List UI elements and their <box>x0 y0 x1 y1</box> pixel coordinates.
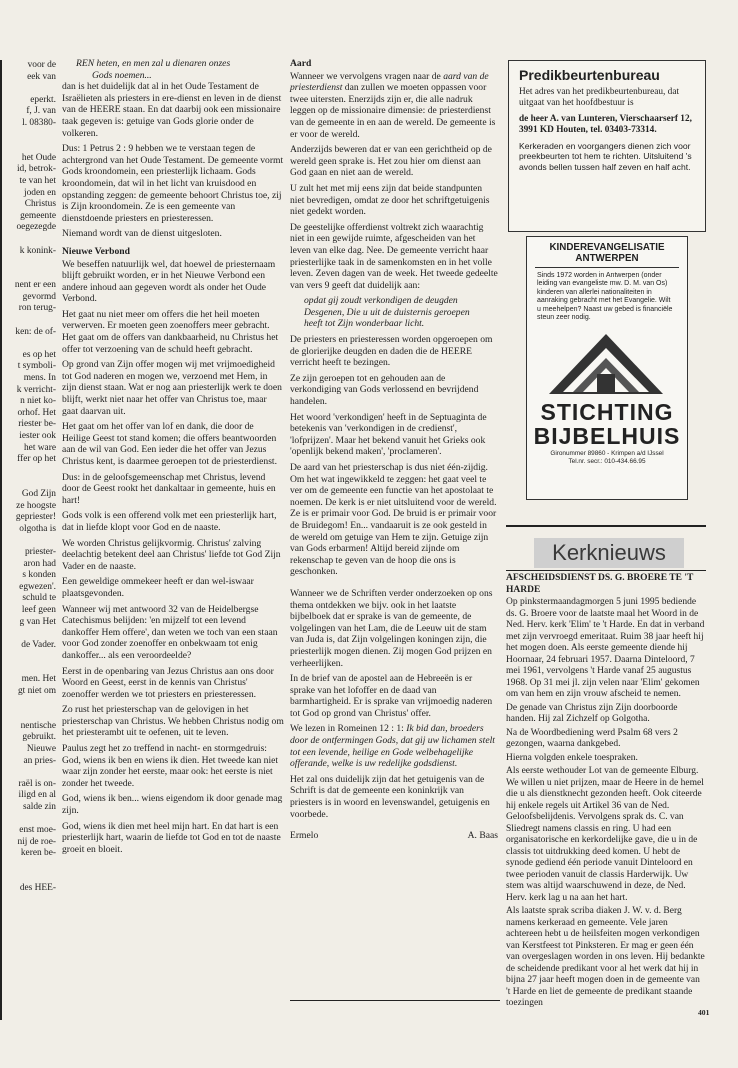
fragment-line <box>0 628 56 640</box>
paragraph: Als eerste wethouder Lot van de gemeente Elburg. We willen u niet prijzen, maar de Heere in de hemel die u als dienstknecht gezonden heeft. Ook citeerde hij enkele regels uit Artikel 36 van de Ned. Geloofsbelijdenis. Vervolgens sprak ds. C. van Sliedregt namens classis en ring. U had een organisatorische en kerkordelijke gave, die u in de classis tot uitdrukking deed komen. U hebt de synode gediend één periode vanuit Dinteloord en twee perioden vanuit de classis Harderwijk. Uw stem was altijd waarschuwend in deze, de Ned. Herv. kerk lag u na aan het hart. <box>506 766 704 903</box>
fragment-line: f, J. van <box>26 106 56 117</box>
paragraph: Gods volk is een offerend volk met een priesterlijk hart, dat in liefde klopt voor God en de naaste. <box>62 510 277 533</box>
bijbelhuis-logo <box>527 330 685 400</box>
fragment-line: nij de roe- <box>17 836 56 847</box>
fragment-line: s konden <box>22 570 56 581</box>
paragraph: Wanneer we vervolgens vragen naar de aard van de priesterdienst dan zullen we moeten oppassen voor twee uitersten. Enerzijds zijn er, die alle nadruk leggen op de missionaire dimensie: de priesterdienst van de gemeente in en aan de wereld. De gemeente is er voor de wereld. <box>290 70 496 140</box>
page-number: 401 <box>698 1008 710 1017</box>
signature-line <box>290 830 498 842</box>
closing-paragraph: Het zal ons duidelijk zijn dat het getuigenis van de Schrift is dat de gemeente een koninkrijk van priesters is in woord en levenswandel, getuigenis en voorbede. <box>290 773 490 820</box>
paragraph: We worden Christus gelijkvormig. Christus' zalving deelachtig betekent deel aan Christus' liefde tot God Zijn Vader en de naaste. <box>62 537 281 572</box>
paragraph-group <box>62 259 284 856</box>
ad-bijbelhuis: BIJBELHUIS <box>533 423 681 450</box>
fragment-line: men. Het <box>21 674 56 685</box>
paragraph: Hierna volgden enkele toespraken. <box>506 752 638 763</box>
news-heading: AFSCHEIDSDIENST DS. G. BROERE TE 'T HARDE <box>506 573 694 595</box>
fragment-line: ron terug- <box>18 303 56 314</box>
fragment-line: olgotha is <box>19 523 56 534</box>
fragment-line <box>0 83 56 95</box>
bijbelhuis-advertisement <box>526 236 688 500</box>
fragment-line <box>0 663 56 675</box>
article-column-2 <box>290 58 498 842</box>
fragment-line <box>0 234 56 246</box>
fragment-line: ffer op het <box>17 454 56 465</box>
paragraph-group <box>290 334 498 578</box>
fragment-line: des HEE- <box>19 883 56 894</box>
box-note: Kerkeraden en voorgangers dienen zich voor preekbeurten tot hem te richten. Uitsluitend 's avonds bellen tussen half zeven en half acht. <box>519 140 692 172</box>
fragment-line: l. 08380- <box>22 117 56 128</box>
fragment-line: k verricht- <box>16 384 56 395</box>
fragment-line: egwezen'. <box>19 581 56 592</box>
fragment-line: joden en <box>23 187 56 198</box>
fragment-line: gemeente <box>20 210 56 221</box>
paragraph-group <box>506 597 706 1010</box>
fragment-line: gt niet om <box>17 686 56 697</box>
paragraph: Het woord 'verkondigen' heeft in de Septuaginta de betekenis van 'verkondigen in de credienst', 'lofprijzen'. Maar het bekend vanuit het Grieks ook 'openlijk bekend maken', 'proclameren'. <box>290 411 487 458</box>
fragment-line <box>0 466 56 478</box>
fragment-line: gevormd <box>22 291 56 302</box>
fragment-line: schuld te <box>22 593 56 604</box>
fragment-line: n niet ko- <box>20 396 56 407</box>
paragraph-group <box>290 588 498 720</box>
paragraph: dan is het duidelijk dat al in het Oude Testament de Israëlieten als priesters in ere-dienst en leven in de dienst van de HEERE staan. En dat daarbij ook een missionaire taak gegeven is: getuige van Gods glorie onder de volkeren. <box>62 81 282 139</box>
ad-text: Sinds 1972 worden in Antwerpen (onder leiding van evangeliste mw. D. M. van Os) kinderen van allerlei nationaliteiten in aanraking gebracht met het Evangelie. Wilt u meehelpen? Naast uw gebed is financiële steun zeer nodig. <box>537 272 673 322</box>
paragraph: Paulus zegt het zo treffend in nacht- en stormgedruis: God, wiens ik ben en wiens ik dien. Het tweede kan niet waar zijn zonder het eerste, maar ook: het eerste is niet zonder het tweede. <box>62 743 279 789</box>
fragment-line: es op het <box>22 349 56 360</box>
fragment-line <box>0 338 56 350</box>
fragment-line: Christus <box>24 199 56 210</box>
paragraph: Als laatste sprak scriba diaken J. W. v. d. Berg namens kerkeraad en gemeente. Vele jaren achtereen hebt u de heilsfeiten mogen verkondigen van Kerstfeest tot Pinksteren. Er mag er geen één van overgeslagen worden in ons leven. Hij bedankte de scheidende predikant voor al het werk dat hij in bijna 27 jaar heeft mogen doen in de gemeente van 't Harde en liet de gemeente de predikant staande toezingen <box>506 906 705 1008</box>
previous-column-fragment <box>0 60 56 895</box>
fragment-line: gebruikt. <box>22 732 56 743</box>
paragraph: Wanneer we de Schriften verder onderzoeken op ons thema ontdekken we bijv. ook in het laatste bijbelboek dat er sprake is van de gemeente, de volgelingen van het Lam, die de Leeuw uit de stam van Juda is, dat Zijn volgelingen koningen zijn, die priesterlijk mogen dienen. Zij mogen God prijzen en verheerlijken. <box>290 587 493 669</box>
fragment-line: priester- <box>24 546 56 557</box>
kerknieuws-bottom-rule <box>506 570 706 571</box>
paragraph: De geestelijke offerdienst voltrekt zich waarachtig niet in een gewijde ruimte, afgescheiden van het leven van elke dag. Nee. De gemeente verricht haar priesterlijke taak in de samenkomsten en in het volle leven. Zeven dagen van de week. Het tweede gedeelte van vers 9 geeft dat duidelijk aan: <box>290 221 498 291</box>
fragment-line: leef geen <box>21 604 56 615</box>
paragraph: De priesters en priesteressen worden opgeroepen om de glorierijke deugden en daden die de HEERE verricht heeft te bezingen. <box>290 334 493 369</box>
fragment-line: t symboli- <box>17 361 56 372</box>
paragraph: Eerst in de openbaring van Jezus Christus aan ons door Woord en Geest, eerst in de kennis van Christus' zoenoffer werden we tot priesters en priesteressen. <box>62 665 274 700</box>
paragraph: Dus: 1 Petrus 2 : 9 hebben we te verstaan tegen de achtergrond van het Oude Testament. De gemeente vormt Gods kroondomein, een priesterlijk lichaam. Gods kroondomein, dat wil in het licht van kruisdood en opstanding zeggen: de gemeente behoort Christus toe, zij is Zijn kroondomein. Ze is een gemeente van dienstdoende priesters en priesteressen. <box>62 143 284 224</box>
fragment-line: raël is on- <box>18 778 56 789</box>
fragment-line <box>0 477 56 489</box>
paragraph: Niemand wordt van de dienst uitgesloten. <box>62 228 222 240</box>
scripture-quote: opdat gij zoudt verkondigen de deugden Desgenen, Die u uit de duisternis geroepen heeft tot Zijn wonderbaar licht. <box>304 295 470 330</box>
fragment-line <box>0 141 56 153</box>
fragment-line: Nieuwe <box>26 744 56 755</box>
quote-line-2: Gods noemen... <box>92 69 152 81</box>
paragraph: De genade van Christus zijn Zijn doorboorde handen. Hij zal Zichzelf op Golgotha. <box>506 702 678 724</box>
paragraph: U zult het met mij eens zijn dat beide standpunten niet bevredigen, omdat ze door het schriftgetuigenis niet gedekt worden. <box>290 182 490 218</box>
paragraph: Zo rust het priesterschap van de gelovigen in het priesterschap van Christus. We hebben Christus nodig om het priesterambt uit te oefenen, uit te leven. <box>62 704 284 739</box>
kerknieuws-banner: Kerknieuws <box>534 538 684 568</box>
fragment-line <box>0 767 56 779</box>
predikbeurten-box <box>508 60 706 232</box>
fragment-line: k konink- <box>19 245 56 256</box>
fragment-line: God Zijn <box>21 488 56 499</box>
romans-paragraph: We lezen in Romeinen 12 : 1: Ik bid dan, broeders door de ontfermingen Gods, dat gij uw lichamen stelt tot een levende, heilige en Gode welbehagelijke offerande, welke is uw redelijke godsdienst. <box>290 723 495 770</box>
fragment-line: voor de <box>27 60 56 70</box>
paragraph: Het gaat om het offer van lof en dank, die door de Heilige Geest tot stand komen; die offers beantwoorden aan de wil van God. Een ieder die het offer van Jezus Christus kent, is daarmee geroepen tot de priesterdienst. <box>62 421 277 467</box>
kerknieuws-top-rule <box>506 525 706 527</box>
paragraph: Dus: in de geloofsgemeenschap met Christus, levend door de Geest rookt het dankaltaar in gemeente, huis en hart! <box>62 471 276 506</box>
fragment-line <box>0 860 56 872</box>
fragment-line: gepriester! <box>15 512 56 523</box>
ad-tel: Tel.nr. secr.: 010-434.66.95 <box>568 458 646 466</box>
paragraph: God, wiens ik ben... wiens eigendom ik door genade mag zijn. <box>62 793 283 817</box>
paragraph: In de brief van de apostel aan de Hebreeën is er sprake van het lofoffer en de daad van barmhartigheid. Er is sprake van vrijmoedig naderen tot God op grond van Christus' offer. <box>290 673 493 719</box>
fragment-line: ken: de of- <box>15 326 56 337</box>
paragraph: Wanneer wij met antwoord 32 van de Heidelbergse Catechismus belijden: 'en mijzelf tot een levend dankoffer Hem offere', dan weten we toch van een staan voor God zonder zoenoffer en onbekwaam tot enig dankoffer... als een veroordeelde? <box>62 603 278 661</box>
paragraph-group <box>290 144 498 291</box>
paragraph: Anderzijds beweren dat er van een gerichtheid op de wereld geen sprake is. Het zou hier om dienst aan God gaan en niet aan de wereld. <box>290 144 492 179</box>
kerknieuws-column <box>506 573 706 1012</box>
fragment-line: oegezegde <box>16 222 56 233</box>
box-intro: Het adres van het predikbeurtenbureau, dat uitgaat van het hoofdbestuur is <box>519 87 680 109</box>
fragment-line: iester ook <box>19 431 56 441</box>
fragment-line: het Oude <box>21 152 56 163</box>
fragment-line <box>0 872 56 884</box>
article-column-1 <box>62 58 284 859</box>
fragment-line: keren be- <box>20 848 56 859</box>
fragment-line <box>0 698 56 710</box>
paragraph: Na de Woordbediening werd Psalm 68 vers 2 gezongen, waarna dankgebed. <box>506 727 678 749</box>
fragment-line: ze hoogste <box>16 500 56 511</box>
fragment-line: het ware <box>23 442 56 453</box>
quote-line-1: REN heten, en men zal u dienaren onzes <box>76 58 231 69</box>
fragment-line: nentische <box>20 720 56 731</box>
article-end-rule <box>290 1000 500 1001</box>
ad-stichting: STICHTING <box>540 399 674 426</box>
fragment-line: g van Het <box>19 616 56 627</box>
left-page-edge <box>0 60 2 1020</box>
fragment-line <box>0 651 56 663</box>
fragment-line: id, betrok- <box>16 164 56 175</box>
paragraph: God, wiens ik dien met heel mijn hart. En dat hart is een priesterlijk hart, waarin de liefde tot God en tot de naaste groeit en bloeit. <box>62 820 281 855</box>
fragment-line: iligd en al <box>18 790 56 801</box>
fragment-line <box>0 269 56 281</box>
fragment-line: orhof. Het <box>17 407 56 418</box>
fragment-line: enst moe- <box>19 825 56 836</box>
fragment-line: eperkt. <box>30 94 56 105</box>
paragraph: We beseffen natuurlijk wel, dat hoewel de priesternaam blijft gebruikt worden, er in het Nieuwe Verbond een andere inhoud aan gegeven wordt als onder het Oude Verbond. <box>62 258 276 305</box>
fragment-line: eek van <box>27 71 56 82</box>
ad-title: KINDEREVANGELISATIE ANTWERPEN <box>549 242 665 264</box>
box-title: Predikbeurtenbureau <box>519 67 660 83</box>
fragment-line: salde zin <box>22 802 56 812</box>
fragment-line <box>0 315 56 327</box>
fragment-line <box>0 814 56 826</box>
emphasis: aard van de priesterdienst <box>290 70 489 94</box>
fragment-line <box>0 257 56 269</box>
fragment-line <box>0 535 56 547</box>
paragraph: Ze zijn geroepen tot en gehouden aan de verkondiging van Gods verlossend en bevrijdend handelen. <box>290 372 479 408</box>
paragraph: Het gaat nu niet meer om offers die het heil moeten verwerven. Er moeten geen zoenoffers meer gebracht. Het gaat om de offers van dankbaarheid, nu Christus het offer tot verzoening van de schuld heeft gebracht. <box>62 308 279 355</box>
fragment-line: riester be- <box>18 419 56 430</box>
fragment-line: de Vader. <box>21 639 56 650</box>
paragraph: De aard van het priesterschap is dus niet één-zijdig. Om het wat ingewikkeld te zeggen: het gaat veel te ver om de gemeente een functie van het apostolaat te noemen. De kerk is er niet uitsluitend voor de wereld. Ze is er primair voor God. De bruid is er primair voor de Bruidegom! En... vandaaruit is ze ook gesteld in de wereld om getuige van Hem te zijn. Getuige zijn van Gods erbarmen! Altijd bereid zijnde om rekenschap te geven van de hoop die ons is geschonken. <box>290 462 497 578</box>
paragraph: Op pinkstermaandagmorgen 5 juni 1995 bediende ds. G. Broere voor de laatste maal het Woord in de Ned. Herv. kerk 'Elim' te 't Harde. En dat in verband met zijn vervroegd emeritaat. Ruim 38 jaar heeft hij het mogen doen. Als eerste gemeente diende hij Hoornaar, 24 februari 1957. Daarna Dinteloord, 7 mei 1961, vervolgens 't Harde vanaf 25 augustus 1968. Op 31 mei jl. zijn velen naar 'Elim' gekomen om van hem en zijn vrouw afscheid te nemen. <box>506 597 705 699</box>
fragment-line: aron had <box>23 558 56 569</box>
section-heading: Nieuwe Verbond <box>62 245 130 257</box>
box-address: de heer A. van Lunteren, Vierschaarserf 12, 3991 KD Houten, tel. 03403-73314. <box>519 113 692 136</box>
fragment-line: an pries- <box>23 755 56 766</box>
paragraph: Op grond van Zijn offer mogen wij met vrijmoedigheid tot God naderen en mogen we, verzoend met Hem, in zijn dienst staan. Wat er nog aan priesterlijk werk te doen blijft, werkt niet naar het offer van Christus toe, maar gaat daarvan uit. <box>62 359 282 417</box>
author: A. Baas <box>467 830 498 842</box>
fragment-line: te van het <box>19 175 56 186</box>
fragment-line <box>0 130 56 142</box>
paragraph: Een geweldige ommekeer heeft er dan wel-iswaar plaatsgevonden. <box>62 576 254 599</box>
fragment-line: mens. In <box>23 373 56 384</box>
section-heading: Aard <box>290 58 312 69</box>
fragment-line: nent er een <box>14 280 56 291</box>
fragment-line <box>0 709 56 721</box>
place: Ermelo <box>290 830 319 842</box>
ad-giro: Gironummer 89860 - Krimpen a/d IJssel <box>550 450 664 458</box>
